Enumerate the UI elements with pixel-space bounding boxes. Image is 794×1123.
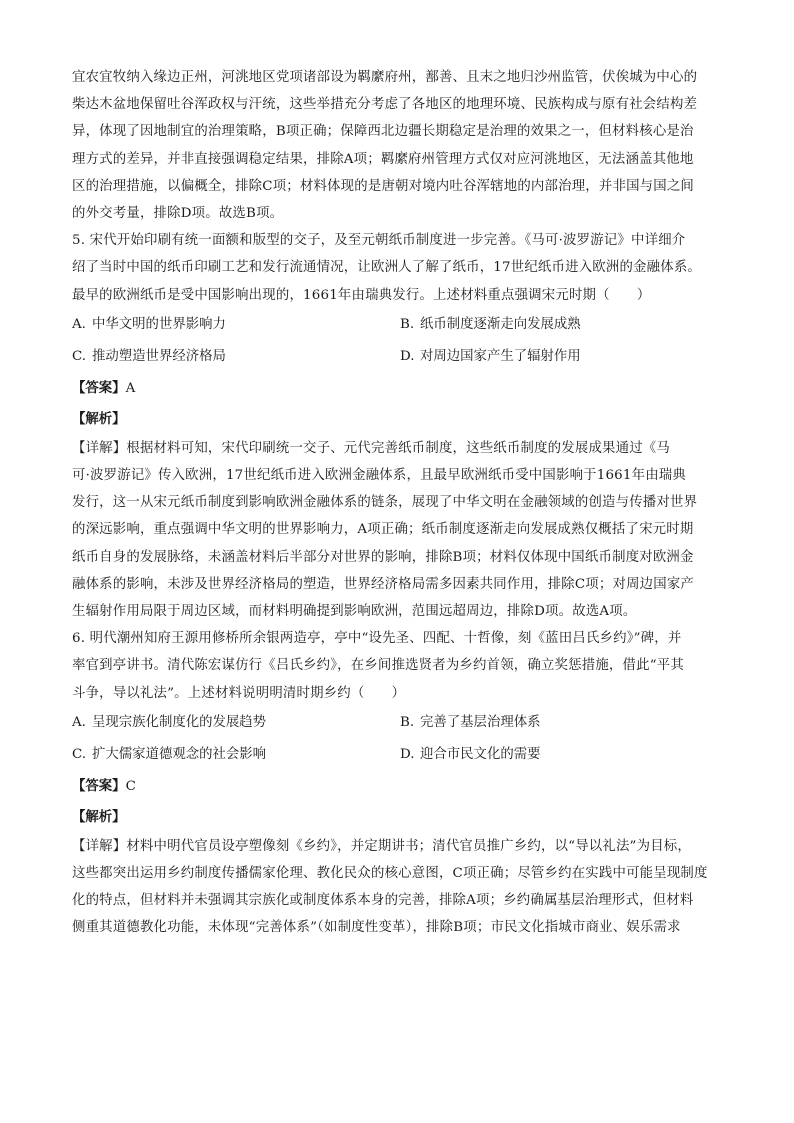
text-line: 绍了当时中国的纸币印刷工艺和发行流通情况，让欧洲人了解了纸币，17世纪纸币进入欧洲的金融体系。 <box>72 260 702 276</box>
detail-paragraph <box>72 833 724 942</box>
text-line: 的外交考量，排除D项。故选B项。 <box>72 206 284 222</box>
answer-options <box>72 309 724 373</box>
option-text: 完善了基层治理体系 <box>420 714 541 730</box>
option-d <box>400 739 724 771</box>
option-text: 推动塑造世界经济格局 <box>92 348 226 364</box>
option-letter: A. <box>72 316 86 332</box>
text-line: 5. 宋代开始印刷有统一面额和版型的交子，及至元朝纸币制度进一步完善。《马可·波罗游记》中详细介 <box>72 233 686 249</box>
option-text: 对周边国家产生了辐射作用 <box>420 348 581 364</box>
option-letter: B. <box>400 316 415 332</box>
answer-label: 【答案】 <box>72 379 126 396</box>
text-line: 6. 明代潮州知府王源用修桥所余银两造亭，亭中“设先圣、四配、十哲像，刻《蓝田吕氏乡约》”碑，并 <box>72 631 682 647</box>
option-c <box>72 341 396 373</box>
question-5 <box>72 227 724 625</box>
text-line: 异，体现了因地制宜的治理策略，B项正确；保障西北边疆长期稳定是治理的效果之一，但材料核心是治 <box>72 124 694 140</box>
text-line: 纸币自身的发展脉络，未涵盖材料后半部分对世界的影响，排除B项；材料仅体现中国纸币制度对欧洲金 <box>72 549 694 565</box>
analysis-line <box>72 802 724 833</box>
text-line: 的深远影响，重点强调中华文明的世界影响力，A项正确；纸币制度逐渐走向发展成熟仅概括了宋元时期 <box>72 522 694 538</box>
option-letter: D. <box>400 348 415 364</box>
text-line: 发行，这一从宋元纸币制度到影响欧洲金融体系的链条，展现了中华文明在金融领域的创造与传播对世界 <box>72 495 698 511</box>
text-line: 生辐射作用局限于周边区域，而材料明确提到影响欧洲，范围远超周边，排除D项。故选A项。 <box>72 604 637 620</box>
text-line: 宜农宜牧纳入缘边正州，河洮地区党项诸部设为羁縻府州，鄯善、且末之地归沙州监管，伏俟城为中心的 <box>72 70 698 85</box>
analysis-line <box>72 404 724 435</box>
option-b <box>400 309 724 341</box>
option-letter: D. <box>400 746 415 762</box>
option-d <box>400 341 724 373</box>
option-letter: C. <box>72 746 87 762</box>
text-line: 化的特点，但材料并未强调其宗族化或制度体系本身的完善，排除A项；乡约确属基层治理形式，但材料 <box>72 893 694 909</box>
answer-value: C <box>125 778 136 794</box>
answer-value: A <box>125 380 136 396</box>
answer-label: 【答案】 <box>72 777 126 794</box>
text-line: 【详解】根据材料可知，宋代印刷统一交子、元代完善纸币制度，这些纸币制度的发展成果通过《马 <box>72 440 670 456</box>
text-line: 区的治理措施，以偏概全，排除C项；材料体现的是唐朝对境内吐谷浑辖地的内部治理，并非国与国之间 <box>72 178 695 194</box>
text-line: 理方式的差异，并非直接强调稳定结果，排除A项；羁縻府州管理方式仅对应河洮地区，无法涵盖其他地 <box>72 151 694 167</box>
detail-paragraph <box>72 435 724 625</box>
page-content <box>72 64 724 942</box>
text-line: 斗争，导以礼法”。上述材料说明明清时期乡约（ ） <box>72 685 406 701</box>
option-letter: C. <box>72 348 87 364</box>
text-line: 融体系的影响，未涉及世界经济格局的塑造，世界经济格局需多因素共同作用，排除C项；对周边国家产 <box>72 576 695 592</box>
analysis-label: 【解析】 <box>72 808 126 825</box>
option-text: 纸币制度逐渐走向发展成熟 <box>420 316 581 332</box>
prev-analysis-paragraph <box>72 64 724 227</box>
answer-line <box>72 373 724 404</box>
option-c <box>72 739 396 771</box>
answer-line <box>72 771 724 802</box>
option-letter: A. <box>72 714 86 730</box>
text-line: 率官到亭讲书。清代陈宏谋仿行《吕氏乡约》，在乡间推选贤者为乡约首领，确立奖惩措施，借此“平其 <box>72 658 684 674</box>
option-letter: B. <box>400 714 415 730</box>
option-text: 迎合市民文化的需要 <box>420 746 541 762</box>
option-text: 中华文明的世界影响力 <box>92 316 226 332</box>
option-a <box>72 309 396 341</box>
answer-options <box>72 707 724 771</box>
question-stem <box>72 625 724 707</box>
text-line: 这些都突出运用乡约制度传播儒家伦理、教化民众的核心意图，C项正确；尽管乡约在实践中可能呈现制度 <box>72 866 708 882</box>
option-text: 呈现宗族化制度化的发展趋势 <box>92 714 267 730</box>
option-b <box>400 707 724 739</box>
text-line: 可·波罗游记》传入欧洲，17世纪纸币进入欧洲金融体系，且最早欧洲纸币受中国影响于1661年由瑞典 <box>72 468 686 484</box>
option-text: 扩大儒家道德观念的社会影响 <box>92 746 267 762</box>
text-line: 【详解】材料中明代官员设亭塑像刻《乡约》，并定期讲书；清代官员推广乡约，以“导以礼法”为目标， <box>72 838 691 854</box>
text-line: 侧重其道德教化功能，未体现“完善体系”（如制度性变革），排除B项；市民文化指城市商业、娱乐需求 <box>72 920 681 936</box>
option-a <box>72 707 396 739</box>
text-line: 最早的欧洲纸币是受中国影响出现的，1661年由瑞典发行。上述材料重点强调宋元时期（ ） <box>72 287 651 303</box>
text-line: 柴达木盆地保留吐谷浑政权与汗统，这些举措充分考虑了各地区的地理环境、民族构成与原有社会结构差 <box>72 97 698 113</box>
question-6 <box>72 625 724 941</box>
question-stem <box>72 227 724 309</box>
analysis-label: 【解析】 <box>72 410 126 427</box>
